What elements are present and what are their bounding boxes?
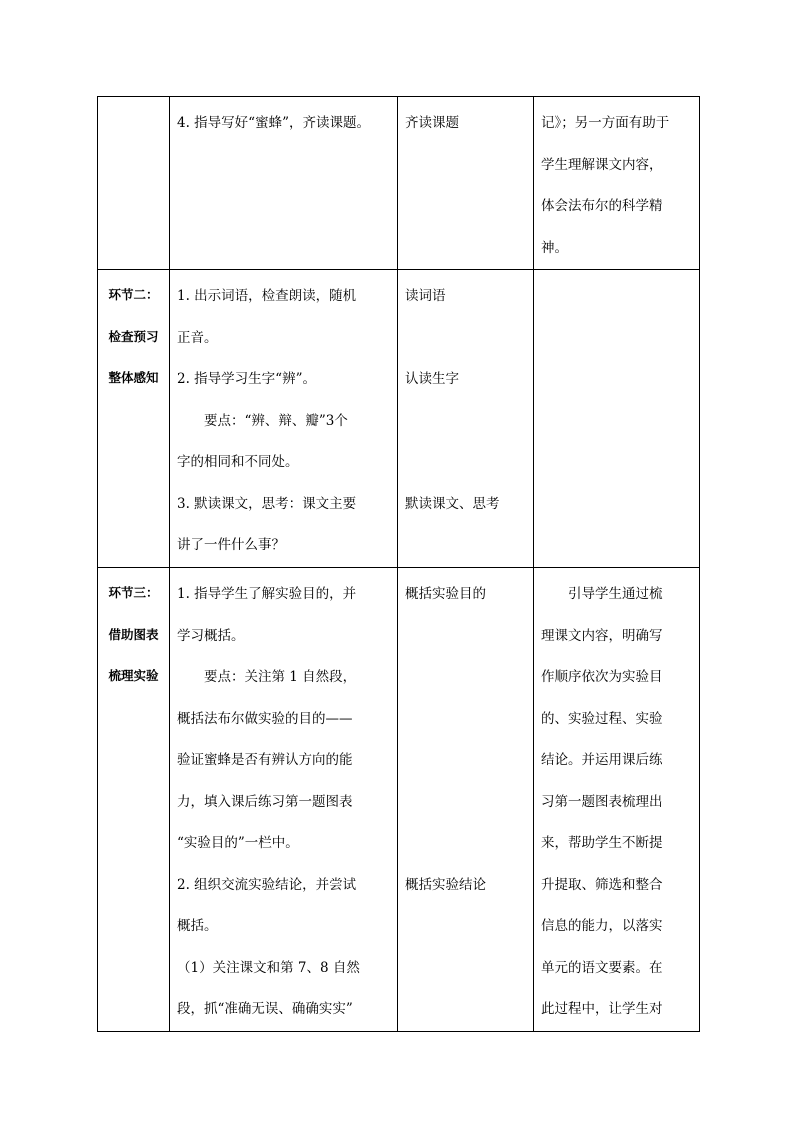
stage-subtitle: 检查预习	[108, 328, 159, 344]
student-activity-cell	[398, 97, 534, 270]
teacher-line: 1. 出示词语，检查朗读，随机	[177, 288, 357, 304]
design-intent-cell	[534, 270, 700, 568]
teacher-line: 正音。	[177, 329, 218, 346]
intent-line: 理课文内容，明确写	[541, 627, 663, 644]
student-line	[405, 782, 526, 824]
student-line	[405, 442, 526, 484]
teacher-line: 1. 指导学生了解实验目的，并	[177, 586, 357, 602]
student-line	[405, 740, 526, 782]
intent-line: 体会法布尔的科学精	[541, 198, 663, 214]
student-line: 默读课文、思考	[405, 495, 500, 512]
table-row	[98, 568, 700, 1032]
stage-title: 环节二：	[108, 287, 159, 302]
intent-line: 信息的能力，以落实	[541, 918, 663, 934]
intent-line: 神。	[541, 239, 568, 256]
teacher-line: 段，抓“准确无误、确确实实”	[177, 1001, 353, 1017]
teacher-line: 验证蜜蜂是否有辨认方向的能	[177, 752, 353, 768]
student-line	[405, 823, 526, 865]
teacher-line: 2. 组织交流实验结论，并尝试	[177, 876, 357, 893]
intent-line: 习第一题图表梳理出	[541, 793, 663, 810]
intent-line: 作顺序依次为实验目	[541, 669, 663, 685]
stage-subtitle: 借助图表	[108, 626, 159, 642]
student-activity-cell	[398, 270, 534, 568]
teacher-activity-cell	[170, 270, 398, 568]
intent-line: 来，帮助学生不断提	[541, 835, 663, 851]
teacher-activity-cell	[170, 97, 398, 270]
student-line	[405, 318, 526, 360]
intent-line: 的、实验过程、实验	[541, 710, 663, 727]
student-line: 读词语	[405, 288, 446, 304]
teacher-line: 概括法布尔做实验的目的——	[177, 710, 353, 727]
intent-line: 单元的语文要素。在	[541, 959, 663, 976]
stage-cell	[98, 568, 170, 1032]
student-line	[405, 657, 526, 699]
intent-line: 升提取、筛选和整合	[541, 876, 663, 893]
student-line	[405, 401, 526, 443]
teacher-activity-cell	[170, 568, 398, 1032]
student-line: 概括实验目的	[405, 586, 486, 602]
teacher-line: （1）关注课文和第 7、8 自然	[177, 959, 360, 976]
student-line: 认读生字	[405, 371, 459, 387]
intent-line: 此过程中，让学生对	[541, 1001, 663, 1017]
teacher-line: 3. 默读课文，思考：课文主要	[177, 495, 357, 512]
lesson-plan-table	[97, 96, 700, 1032]
intent-line: 记》；另一方面有助于	[541, 115, 670, 131]
design-intent-cell	[534, 97, 700, 270]
stage-cell	[98, 97, 170, 270]
table-row	[98, 97, 700, 270]
student-line	[405, 616, 526, 658]
teacher-line: “实验目的”一栏中。	[177, 835, 299, 851]
student-line: 概括实验结论	[405, 876, 486, 893]
student-line	[405, 699, 526, 741]
teacher-line: 要点：关注第 1 自然段，	[204, 669, 357, 685]
table-row	[98, 270, 700, 568]
intent-line: 结论。并运用课后练	[541, 752, 663, 768]
teacher-line: 概括。	[177, 918, 218, 934]
stage-title: 环节三：	[108, 585, 159, 600]
student-line: 齐读课题	[405, 115, 459, 131]
stage-cell	[98, 270, 170, 568]
teacher-line: 2. 指导学习生字“辨”。	[177, 371, 316, 387]
teacher-line: 讲了一件什么事？	[177, 537, 285, 553]
intent-line: 学生理解课文内容，	[541, 156, 663, 173]
teacher-line: 4. 指导写好“蜜蜂”，齐读课题。	[177, 115, 370, 131]
student-activity-cell	[398, 568, 534, 1032]
design-intent-cell	[534, 568, 700, 1032]
stage-subtitle: 梳理实验	[108, 668, 159, 683]
teacher-line: 学习概括。	[177, 627, 245, 644]
intent-line: 引导学生通过梳	[568, 586, 663, 602]
teacher-line: 力，填入课后练习第一题图表	[177, 793, 353, 810]
stage-subtitle: 整体感知	[108, 370, 159, 385]
teacher-line: 字的相同和不同处。	[177, 454, 299, 470]
teacher-line: 要点：“辨、辩、瓣”3个	[204, 412, 348, 429]
